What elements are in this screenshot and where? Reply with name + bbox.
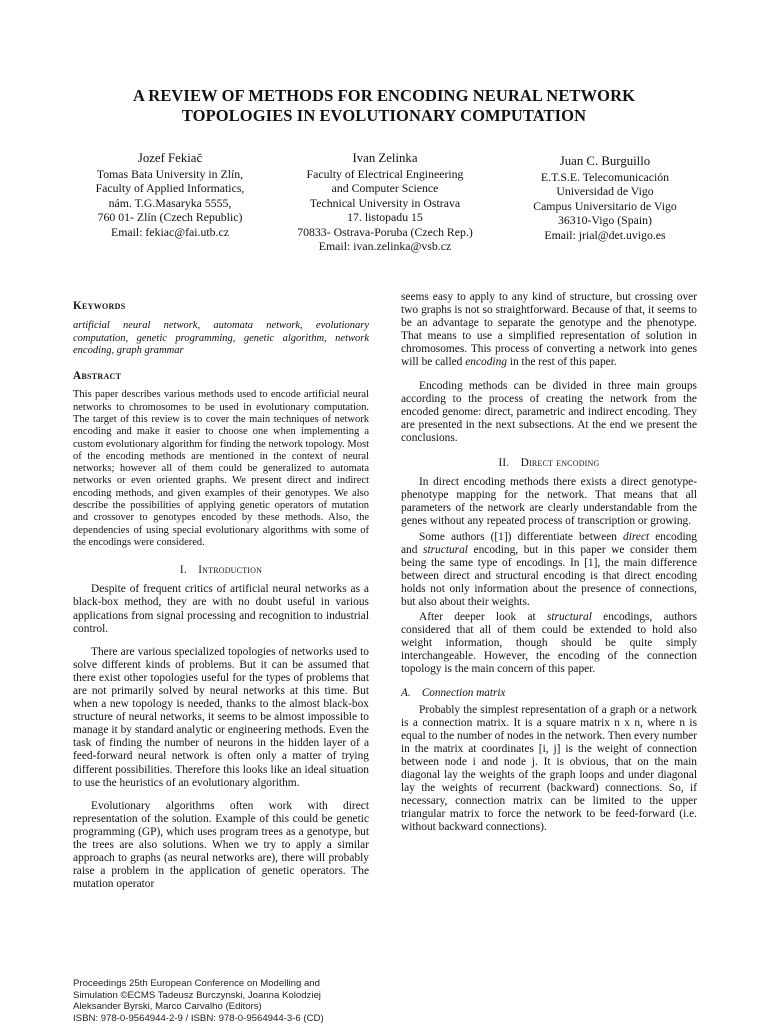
author-affiliation-line: Universidad de Vigo bbox=[556, 184, 654, 199]
right-column bbox=[401, 291, 697, 835]
author-affiliation-line: Technical University in Ostrava bbox=[309, 195, 461, 210]
subsection-heading-connection-matrix: A. Connection matrix bbox=[401, 686, 506, 699]
abstract-heading: Abstract bbox=[73, 370, 122, 383]
connection-matrix-paragraph: Probably the simplest representation of a graph or a network is a connection matrix. It is a square matrix n x n, where n is equal to the number of nodes in the network. Then every number in the matrix at coordinates [i, j] is the weight of connection between node i and node j. It is obvious, that on the main diagonal lay the weights of the graph loops and under diagonal lay the weights of recurrent (backward) connections. So, if necessary, connection matrix can be limited to the upper triangular matrix to force the network to be feed-forward (i.e. without backward connections). bbox=[401, 703, 697, 834]
author-affiliation-line: 760 01- Zlín (Czech Republic) bbox=[97, 210, 243, 225]
title-line-2: TOPOLOGIES IN EVOLUTIONARY COMPUTATION bbox=[181, 106, 587, 125]
author-name: Jozef Fekiač bbox=[137, 151, 203, 165]
author-affiliation-line: Faculty of Electrical Engineering bbox=[306, 167, 464, 181]
footer-line: Aleksander Byrski, Marco Carvalho (Editors) bbox=[73, 1001, 262, 1013]
abstract-text: This paper describes various methods used to encode artificial neural networks to chromosomes to be used in evolutionary computation. The target of this review is to cover the main techniques of network encoding and make it easier to choose one when implementing a custom evolutionary algorithm for finding the network topology. Most of the encoding methods are mentioned in the context of neural networks; however all of them could be generalized to automata networks or even oriented graphs. We present direct and indirect encoding methods, and given examples of their genotypes. We also describe the possibilities of applying genetic operators of mutation and crossover to genotypes encoded by these methods. Also, the dependencies of using special evolutionary algorithms with some of the encodings were considered. bbox=[73, 389, 369, 548]
author-affiliation-line: and Computer Science bbox=[331, 181, 439, 196]
author-block-1 bbox=[70, 150, 270, 239]
author-affiliation-line: nám. T.G.Masaryka 5555, bbox=[108, 195, 232, 210]
section-heading-introduction: I. Introduction bbox=[179, 564, 263, 577]
author-affiliation-line: Faculty of Applied Informatics, bbox=[95, 181, 245, 196]
direct-paragraph-1: In direct encoding methods there exists a direct genotype-phenotype mapping for the network. That means that all parameters of the network are clearly understandable from the genes without any repeated process of transcription or growing. bbox=[401, 476, 697, 528]
left-column bbox=[73, 300, 369, 891]
right-paragraph-1: seems easy to apply to any kind of structure, but crossing over two graphs is not so straightforward. Because of that, it seems to be an advantage to separate the genotype and the phenotype. That means to use a simplified representation of solution in chromosomes. This process of converting a network into genes will be called encoding in the rest of this paper. bbox=[401, 291, 697, 369]
author-email: Email: fekiac@fai.utb.cz bbox=[111, 224, 229, 239]
intro-paragraph-1: Despite of frequent critics of artificial neural networks as a black-box method, they are with no doubt useful in various applications from signal processing and recognition to industrial control. bbox=[73, 583, 369, 635]
paper-title bbox=[60, 86, 708, 126]
keywords-heading: Keywords bbox=[73, 300, 126, 312]
intro-paragraph-3: Evolutionary algorithms often work with direct representation of the solution. Example of this could be genetic programming (GP), which uses program trees as a genotype, but the trees are also solutions. When we try to apply a similar approach to graphs (as neural networks are), there will probably raise a problem in the application of genetic operators. The mutation operator bbox=[73, 799, 369, 891]
author-affiliation-line: Tomas Bata University in Zlín, bbox=[96, 167, 244, 181]
author-name: Juan C. Burguillo bbox=[559, 154, 651, 168]
author-block-3 bbox=[505, 153, 705, 242]
direct-paragraph-2: Some authors ([1]) differentiate between direct encoding and structural encoding, but in this paper we consider them being the same type of encodings. In [1], the main difference between direct and structural encoding is that direct encoding holds not only information about the presence of connections, but also about their weights. bbox=[401, 530, 697, 608]
author-affiliation-line: 70833- Ostrava-Poruba (Czech Rep.) bbox=[297, 224, 473, 239]
footer-line: Proceedings 25th European Conference on Modelling and bbox=[73, 978, 320, 989]
author-affiliation-line: 36310-Vigo (Spain) bbox=[558, 213, 652, 228]
direct-paragraph-3: After deeper look at structural encodings, authors considered that all of them could be extended to hold also weight information, though should be quite simply interchangeable. However, the encoding of the connection topology is the main concern of this paper. bbox=[401, 611, 698, 676]
author-affiliation-line: E.T.S.E. Telecomunicación bbox=[540, 170, 670, 184]
section-heading-direct-encoding: II. Direct encoding bbox=[498, 457, 600, 470]
author-affiliation-line: Campus Universitario de Vigo bbox=[533, 198, 677, 213]
keywords-text: artificial neural network, automata network, evolutionary computation, genetic programming, genetic algorithm, network encoding, graph grammar bbox=[73, 320, 369, 356]
author-affiliation-line: 17. listopadu 15 bbox=[347, 210, 423, 225]
right-paragraph-2: Encoding methods can be divided in three main groups according to the process of creating the network from the encoded genome: direct, parametric and indirect encoding. They are presented in the next subsections. At the end we present the conclusions. bbox=[401, 379, 697, 444]
author-block-2 bbox=[275, 150, 495, 253]
intro-paragraph-2: There are various specialized topologies of networks used to solve different kinds of problems. But it can be assumed that there exist other topologies useful for the types of problems that are not primarily solved by neural networks at this time. But when a new topology is needed, thanks to the almost black-box structure of neural networks, it seems to be almost impossible to manage it by standard analytic or engineering methods. Even the task of finding the number of neurons in the hidden layer of a feed-forward neural network is often only a matter of trying different possibilities. Therefore this looks like an ideal situation to use the heuristics of an evolutionary algorithm. bbox=[73, 645, 369, 789]
footer-line: ISBN: 978-0-9564944-2-9 / ISBN: 978-0-9564944-3-6 (CD) bbox=[73, 1012, 324, 1024]
footer-line: Simulation ©ECMS Tadeusz Burczynski, Joanna Kolodziej bbox=[73, 989, 321, 1001]
title-line-1: A REVIEW OF METHODS FOR ENCODING NEURAL NETWORK bbox=[132, 86, 636, 105]
author-email: Email: jrial@det.uvigo.es bbox=[544, 227, 666, 242]
author-email: Email: ivan.zelinka@vsb.cz bbox=[318, 239, 452, 254]
proceedings-footer bbox=[73, 978, 373, 1024]
author-name: Ivan Zelinka bbox=[352, 151, 418, 165]
